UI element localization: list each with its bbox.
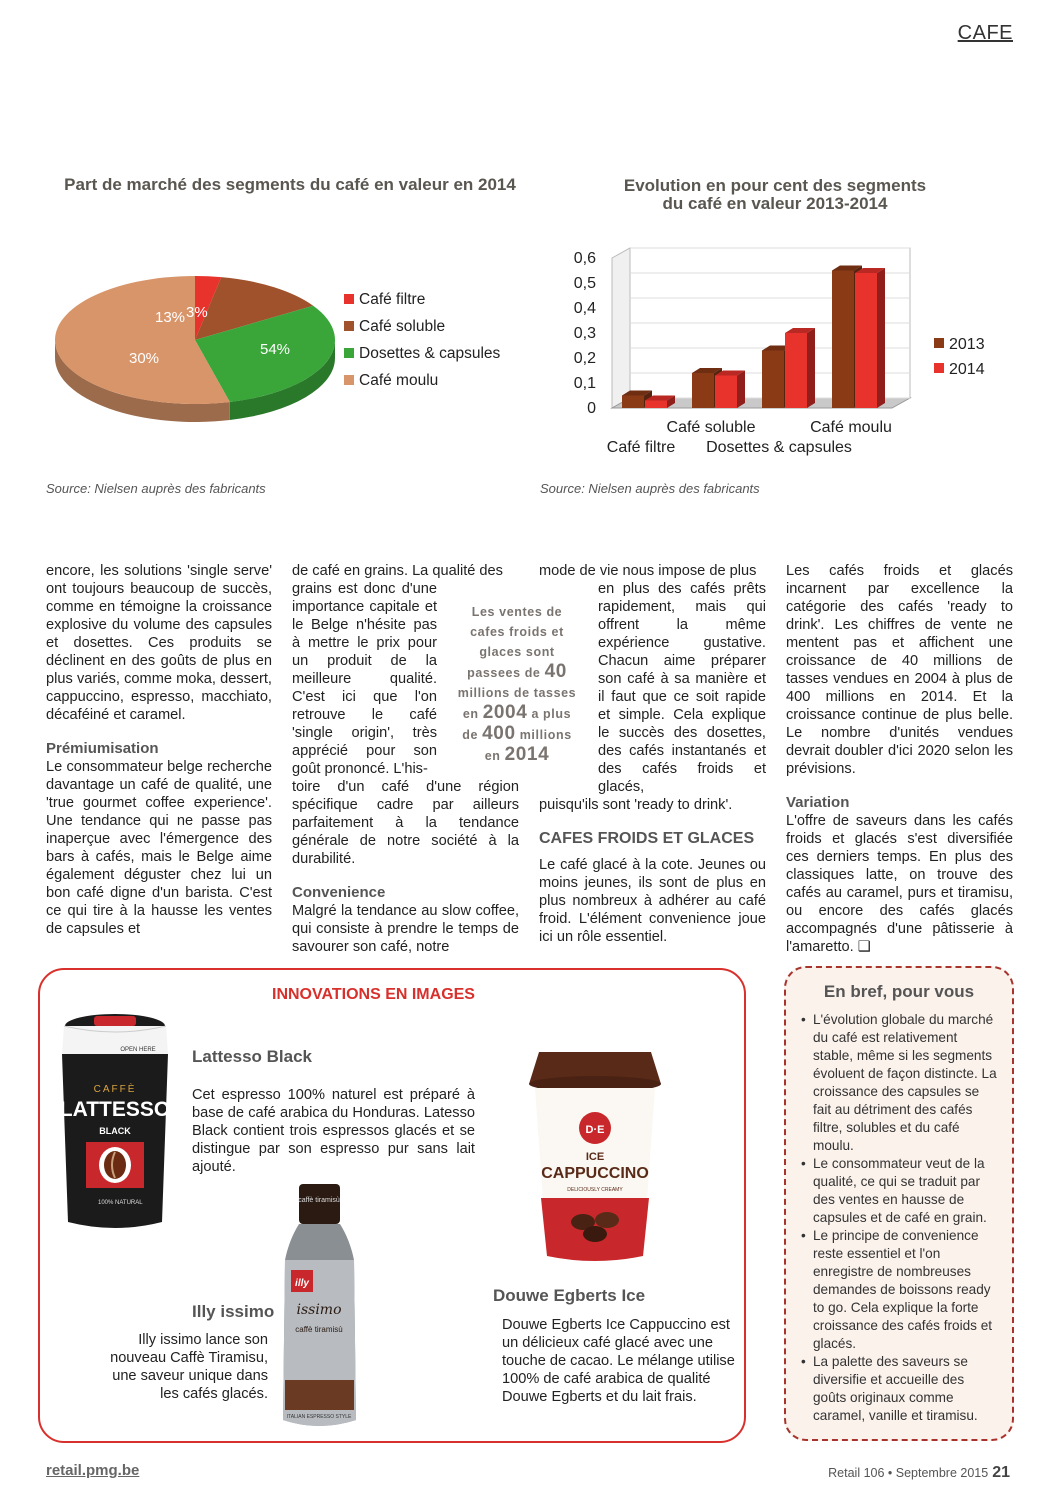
lattesso-lid-text: OPEN HERE: [120, 1047, 156, 1053]
section-tag: CAFE: [957, 22, 1013, 44]
y-tick-label: 0,1: [573, 375, 596, 392]
bar-chart: [550, 240, 1020, 470]
issue-text: Retail 106 • Septembre 2015: [828, 1466, 989, 1480]
bar: [645, 401, 667, 409]
article-column-4: [786, 562, 1013, 956]
illy-title: Illy issimo: [192, 1302, 275, 1321]
col2-line-1: de café en grains. La qualité des: [292, 563, 503, 579]
douwe-cup-image: [525, 1048, 665, 1266]
bar-source: Source: Nielsen auprès des fabricants: [540, 481, 760, 496]
lattesso-natural-text: 100% NATURAL: [98, 1200, 143, 1206]
legend-label: Café filtre: [359, 291, 426, 308]
col1-paragraph-1: encore, les solutions 'single serve' ont toujours beaucoup de succès, comme en témoigne la croissance explosive du volume des capsules et dosettes. Ces produits se déclinent en des goûts de plus en plus variés, comme moka, dessert, cappuccino, espresso, macchiato, décaféiné et caramel.: [46, 563, 272, 723]
col3-narrow-text: en plus des cafés prêts rapidement, mais qui offrent la même expérience gustative. Chacun aime préparer son café à sa manière et il faut que ce soit rapide et simple. Cela explique le succès des dosettes, des cafés instantanés et des cafés froids et glacés,: [598, 581, 766, 795]
legend-label: Café moulu: [359, 372, 439, 389]
legend-swatch: [934, 363, 944, 373]
lattesso-brand-text: LATTESSO: [59, 1098, 171, 1121]
lattesso-caffe-text: CAFFÈ: [93, 1084, 137, 1095]
bar-side: [737, 371, 745, 409]
lattesso-cup-image: [58, 1012, 173, 1232]
lattesso-black-text: BLACK: [99, 1126, 131, 1136]
article-column-3: [539, 562, 766, 946]
list-item: • La palette des saveurs se diversifie et accueille des goûts originaux comme caramel, vanille et tiramisu.: [801, 1353, 1001, 1425]
pull-line-1: Les ventes de: [471, 605, 563, 619]
col4-paragraph-2-text: L'offre de saveurs dans les cafés froids et glacés s'est diversifiée ces derniers temps. En plus des classiques latte, on trouve des cafés au caramel, purs et tiramisu, ou encore des cafés glacés accompagnés d'une pâtisserie à l'amaretto.: [786, 813, 1013, 955]
x-category-label: Café moulu: [810, 419, 892, 436]
pull-line-8-text: en: [484, 749, 501, 763]
illy-description: Illy issimo lance son nouveau Caffè Tiramisu, une saveur unique dans les cafés glacés.: [110, 1332, 268, 1402]
illy-issimo-text: issimo: [296, 1302, 342, 1318]
bar-side: [807, 328, 815, 408]
lattesso-title: Lattesso Black: [192, 1047, 312, 1066]
y-tick-label: 0,5: [573, 275, 596, 292]
pull-number-400: 400: [482, 723, 516, 744]
pie-slice-label: 3%: [186, 304, 208, 321]
douwe-logo-text: D·E: [585, 1124, 605, 1136]
legend-swatch: [934, 338, 944, 348]
article-column-1: [46, 562, 272, 938]
pull-number-2004: 2004: [482, 702, 528, 723]
x-category-label: Café filtre: [606, 439, 676, 456]
heading-variation: Variation: [786, 794, 850, 811]
list-item: • Le consommateur veut de la qualité, ce qui se traduit par des ventes en hausse de capsules et de café en grain.: [801, 1155, 1001, 1227]
douwe-cappuccino-text: CAPPUCCINO: [541, 1165, 649, 1182]
legend-swatch: [344, 321, 354, 331]
bar: [715, 376, 737, 409]
bar-chart-title-line2: du café en valeur 2013-2014: [662, 194, 888, 213]
col2-narrow-text: grains est donc d'une importance capitale et le Belge n'hésite pas à mettre le prix pour un produit de la meilleure qualité. C'est ici que l'on retrouve le café 'single origin', très apprécié pour son goût prononcé. L'his-: [292, 581, 437, 777]
pull-number-2014: 2014: [504, 744, 550, 765]
bar: [832, 271, 854, 409]
col3-paragraph-1-end: puisqu'ils sont 'ready to drink'.: [539, 797, 733, 813]
col4-paragraph-1: Les cafés froids et glacés incarnent par excellence la catégorie des cafés 'ready to drink'. Les chiffres de vente ne mentent pas et affichent une croissance de 40 millions de tasses vendues en 2004 à plus de 400 millions en 2014. Et la croissance continue de plus belle. Le nombre d'unités vendues devrait doubler d'ici 2020 selon les prévisions.: [786, 563, 1013, 777]
bar-side: [877, 268, 885, 408]
douwe-description: Douwe Egberts Ice Cappuccino est un délicieux café glacé avec une touche de cacao. Le mélange utilise 100% de café arabica de qualité Douwe Egberts et du lait frais.: [502, 1317, 735, 1405]
legend-label: 2013: [949, 336, 985, 353]
pie-chart-title: Part de marché des segments du café en valeur en 2014: [64, 175, 516, 194]
legend-swatch: [344, 348, 354, 358]
pie-slice-label: 30%: [129, 350, 160, 367]
pull-line-3: glaces sont: [479, 645, 555, 659]
pull-line-6-text-b: a plus: [531, 707, 572, 721]
col4-paragraph-2: [786, 812, 1013, 956]
bar: [692, 373, 714, 408]
col2-paragraph-2: Malgré la tendance au slow coffee, qui consiste à prendre le temps de savourer son café, notre: [292, 903, 519, 955]
legend-swatch: [344, 375, 354, 385]
site-link[interactable]: retail.pmg.be: [46, 1462, 140, 1479]
y-tick-label: 0,4: [573, 300, 596, 317]
douwe-ice-text: ICE: [585, 1151, 605, 1163]
pie-chart: [40, 260, 540, 450]
en-bref-list: [801, 1011, 1001, 1425]
end-mark-icon: ❑: [857, 939, 871, 955]
col1-paragraph-2: Le consommateur belge recherche davantage un café de qualité, une 'true gourmet coffee experience'. Une tendance qui ne passe pas inaperçue avec l'émergence des bars à cafés, mais le Belge aime également déguster chez lui un bon café digne d'un barista. C'est ce qui tire à la hausse les ventes de capsules et: [46, 759, 272, 937]
x-category-label: Café soluble: [666, 419, 756, 436]
list-item: • Le principe de convenience reste essentiel et l'on enregistre de nombreuses demandes de boissons ready to go. Cela explique la forte croissance des cafés froids et glacés.: [801, 1227, 1001, 1353]
col3-paragraph-2: Le café glacé à la cote. Jeunes ou moins jeunes, ils sont de plus en plus nombreux à adhérer au café froid. L'élément convenience joue ici un rôle essentiel.: [539, 857, 766, 945]
x-category-label: Dosettes & capsules: [706, 439, 852, 456]
douwe-title: Douwe Egberts Ice: [493, 1286, 646, 1305]
col2-paragraph-1-end: toire d'un café d'une région spécifique cadre par ailleurs parfaitement à la tendance générale de notre société à la durabilité.: [292, 779, 519, 867]
heading-convenience: Convenience: [292, 884, 386, 901]
pull-line-2: cafes froids et: [470, 625, 564, 639]
bar-chart-title: [590, 177, 960, 213]
illy-cap-text: caffè tiramisù: [298, 1197, 340, 1204]
footer-issue: [828, 1464, 1010, 1482]
y-tick-label: 0: [587, 400, 596, 417]
legend-label: 2014: [949, 361, 985, 378]
pull-line-5: millions de tasses: [457, 686, 577, 700]
col3-line-1: mode de vie nous impose de plus: [539, 563, 757, 579]
bar: [855, 273, 877, 408]
bar-chart-title-line1: Evolution en pour cent des segments: [623, 176, 927, 195]
y-tick-label: 0,3: [573, 325, 596, 342]
pie-slice-label: 54%: [260, 341, 291, 358]
legend-swatch: [344, 294, 354, 304]
innovations-title: INNOVATIONS EN IMAGES: [272, 986, 475, 1003]
douwe-tagline-text: DELICIOUSLY CREAMY: [567, 1187, 623, 1193]
y-tick-label: 0,6: [573, 250, 596, 267]
bar: [622, 396, 644, 409]
en-bref-title: En bref, pour vous: [823, 982, 975, 1001]
legend-label: Café soluble: [359, 318, 446, 335]
illy-logo-text: illy: [295, 1278, 309, 1289]
y-tick-label: 0,2: [573, 350, 596, 367]
pie-slice-label: 13%: [155, 309, 186, 326]
illy-bottle-image: [277, 1180, 362, 1435]
lattesso-description: Cet espresso 100% naturel est préparé à base de café arabica du Honduras. Latesso Black contient trois espressos glacés et se distingue par son espresso pur sans lait ajouté.: [192, 1087, 475, 1175]
pull-line-4-text: passees de: [467, 666, 541, 680]
pull-number-40: 40: [544, 661, 567, 682]
legend-label: Dosettes & capsules: [359, 345, 501, 362]
list-item: • L'évolution globale du marché du café est relativement stable, même si les segments évoluent de façon distincte. La croissance des capsules se fait au détriment des cafés filtre, solubles et du café moulu.: [801, 1011, 1001, 1155]
illy-flavor-text: caffè tiramisù: [295, 1325, 343, 1334]
heading-cafes-froids: CAFES FROIDS ET GLACES: [539, 830, 755, 847]
pull-line-7-text-a: de: [462, 728, 479, 742]
pull-line-6-text-a: en: [462, 707, 479, 721]
pull-line-7-text-b: millions: [519, 728, 572, 742]
heading-premiumisation: Prémiumisation: [46, 740, 159, 757]
page-number: 21: [992, 1464, 1010, 1481]
bar: [785, 333, 807, 408]
bar: [762, 351, 784, 409]
pie-source: Source: Nielsen auprès des fabricants: [46, 481, 266, 496]
illy-foot-text: ITALIAN ESPRESSO STYLE: [286, 1414, 352, 1420]
